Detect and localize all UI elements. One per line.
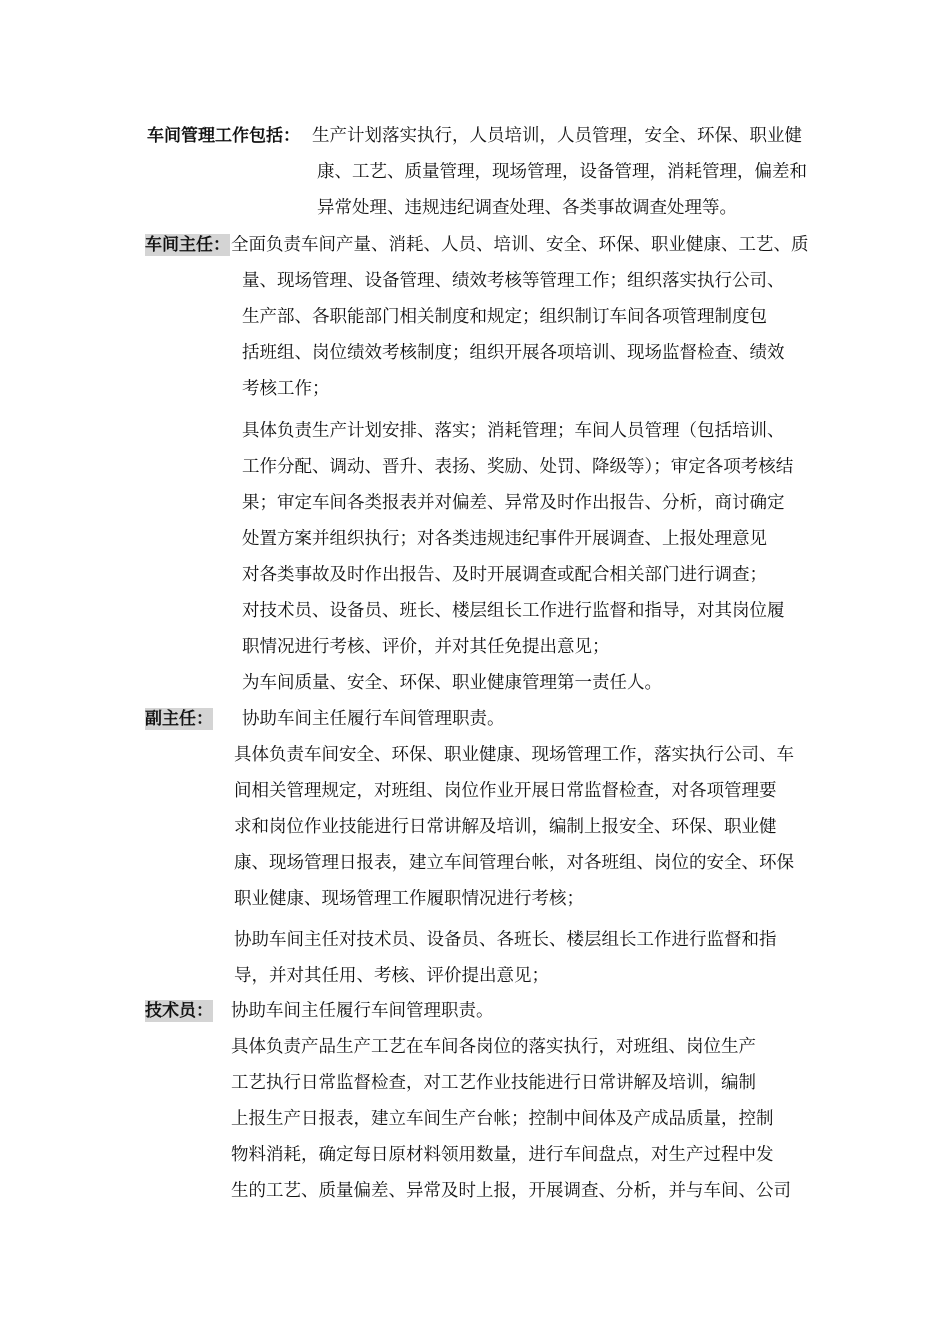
deputy-line: 具体负责车间安全、环保、职业健康、现场管理工作，落实执行公司、车 <box>234 745 794 765</box>
director-line: 对各类事故及时作出报告、及时开展调查或配合相关部门进行调查； <box>242 565 767 585</box>
director-line: 考核工作； <box>242 379 330 399</box>
director-line: 量、现场管理、设备管理、绩效考核等管理工作；组织落实执行公司、 <box>242 271 785 291</box>
deputy-line: 协助车间主任对技术员、设备员、各班长、楼层组长工作进行监督和指 <box>234 930 777 950</box>
deputy-label: 副主任： <box>145 709 213 729</box>
deputy-line: 职业健康、现场管理工作履职情况进行考核； <box>234 889 584 909</box>
director-label: 车间主任： <box>145 235 230 255</box>
scope-line: 康、工艺、质量管理，现场管理，设备管理，消耗管理，偏差和 <box>317 162 807 182</box>
technician-label: 技术员： <box>145 1001 213 1021</box>
director-line: 具体负责生产计划安排、落实；消耗管理；车间人员管理（包括培训、 <box>242 421 785 441</box>
technician-line: 生的工艺、质量偏差、异常及时上报，开展调查、分析，并与车间、公司 <box>231 1181 791 1201</box>
director-line: 对技术员、设备员、班长、楼层组长工作进行监督和指导，对其岗位履 <box>242 601 785 621</box>
scope-label: 车间管理工作包括： <box>147 126 300 146</box>
director-line: 全面负责车间产量、消耗、人员、培训、安全、环保、职业健康、工艺、质 <box>231 235 809 255</box>
technician-line: 上报生产日报表，建立车间生产台帐；控制中间体及产成品质量，控制 <box>231 1109 774 1129</box>
director-line: 工作分配、调动、晋升、表扬、奖励、处罚、降级等）；审定各项考核结 <box>242 457 794 477</box>
director-line: 括班组、岗位绩效考核制度；组织开展各项培训、现场监督检查、绩效 <box>242 343 785 363</box>
director-line: 果；审定车间各类报表并对偏差、异常及时作出报告、分析，商讨确定 <box>242 493 785 513</box>
deputy-line: 导，并对其任用、考核、评价提出意见； <box>234 966 549 986</box>
technician-line: 协助车间主任履行车间管理职责。 <box>231 1001 494 1021</box>
deputy-line: 求和岗位作业技能进行日常讲解及培训，编制上报安全、环保、职业健 <box>234 817 777 837</box>
deputy-line: 间相关管理规定，对班组、岗位作业开展日常监督检查，对各项管理要 <box>234 781 777 801</box>
scope-line: 异常处理、违规违纪调查处理、各类事故调查处理等。 <box>317 198 737 218</box>
technician-line: 物料消耗，确定每日原材料领用数量，进行车间盘点，对生产过程中发 <box>231 1145 774 1165</box>
director-line: 处置方案并组织执行；对各类违规违纪事件开展调查、上报处理意见 <box>242 529 767 549</box>
technician-line: 具体负责产品生产工艺在车间各岗位的落实执行，对班组、岗位生产 <box>231 1037 756 1057</box>
technician-line: 工艺执行日常监督检查，对工艺作业技能进行日常讲解及培训，编制 <box>231 1073 756 1093</box>
deputy-line: 协助车间主任履行车间管理职责。 <box>242 709 505 729</box>
director-line: 生产部、各职能部门相关制度和规定；组织制订车间各项管理制度包 <box>242 307 767 327</box>
director-line: 职情况进行考核、评价，并对其任免提出意见； <box>242 637 610 657</box>
deputy-line: 康、现场管理日报表，建立车间管理台帐，对各班组、岗位的安全、环保 <box>234 853 794 873</box>
scope-line: 生产计划落实执行，人员培训，人员管理，安全、环保、职业健 <box>312 126 802 146</box>
director-line: 为车间质量、安全、环保、职业健康管理第一责任人。 <box>242 673 662 693</box>
